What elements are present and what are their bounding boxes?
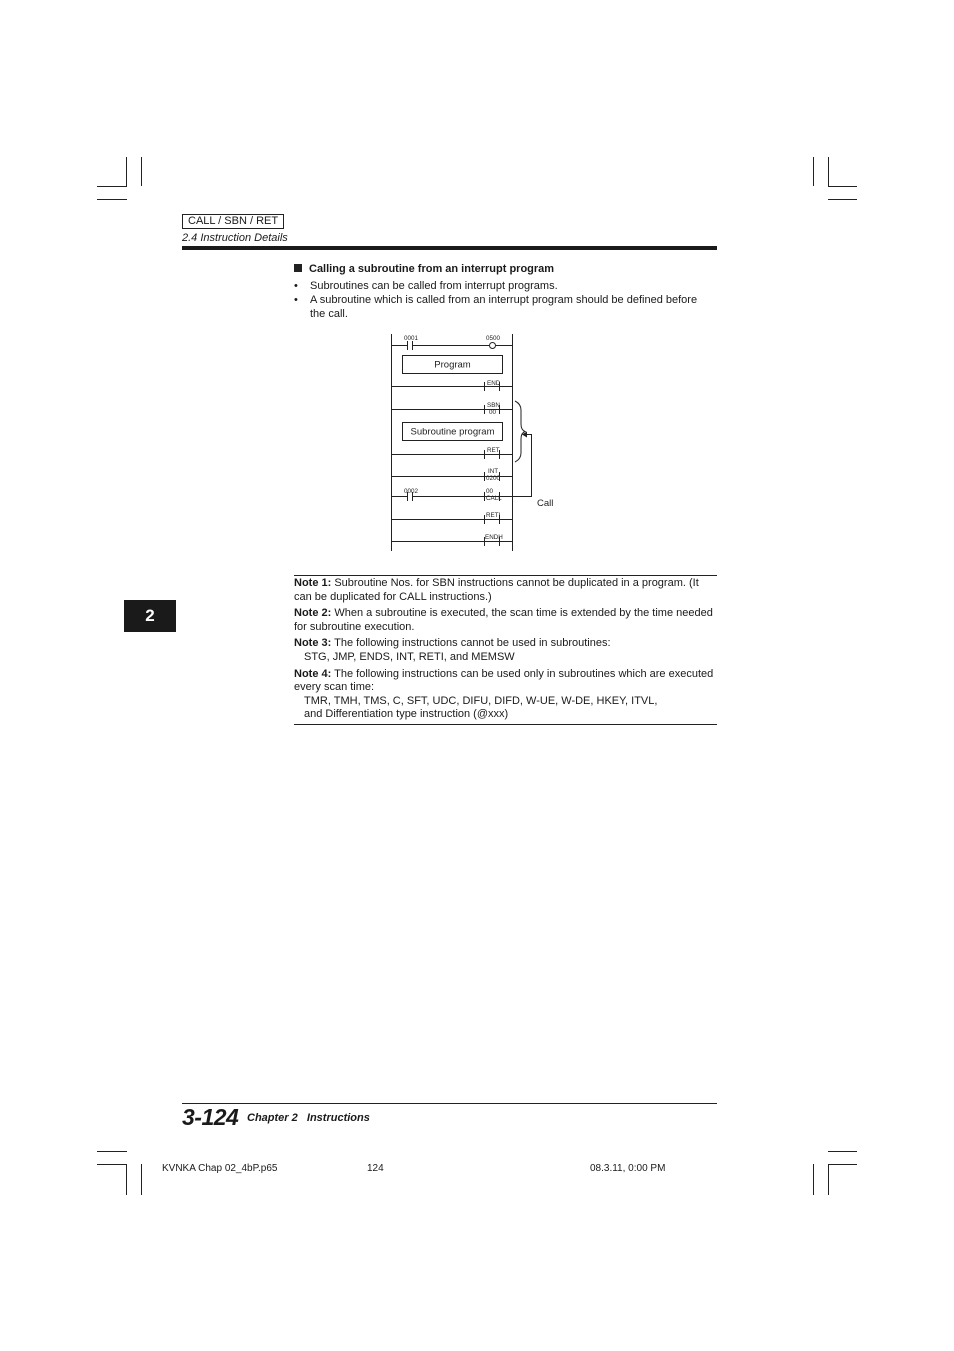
ret-label: RET — [487, 447, 500, 454]
contact-0002-label: 0002 — [404, 488, 419, 495]
section-subtitle: 2.4 Instruction Details — [182, 232, 288, 244]
crop-mark — [126, 157, 127, 186]
note-3: Note 3: The following instructions cannot be used in subroutines: STG, JMP, ENDS, INT, RETI, and MEMSW — [294, 637, 611, 663]
call-number: 00 — [486, 488, 494, 495]
endh-label: ENDH — [485, 534, 503, 541]
crop-mark — [97, 1151, 127, 1152]
chapter-tab: 2 — [124, 600, 176, 632]
crop-mark — [828, 157, 829, 186]
contact-0001-label: 0001 — [404, 335, 419, 342]
call-instruction-label: CALL — [486, 495, 502, 502]
crop-mark — [828, 199, 857, 200]
call-label: Call — [537, 498, 554, 509]
end-label: END — [487, 380, 501, 387]
subroutine-box-label: Subroutine program — [410, 426, 495, 438]
square-bullet-icon — [294, 264, 302, 272]
coil-0500-label: 0500 — [486, 335, 501, 342]
program-box-label: Program — [434, 359, 471, 371]
int-label: INT — [488, 468, 499, 475]
sbn-number: 00 — [489, 409, 497, 416]
print-sheet-number: 124 — [367, 1163, 384, 1174]
section-heading: Calling a subroutine from an interrupt program — [294, 263, 554, 275]
crop-mark — [126, 1164, 127, 1195]
note-4: Note 4: The following instructions can be used only in subroutines which are executed every scan time: TMR, TMH, TMS, C, SFT, UDC, DIFU, DIFD, W-UE, W-DE, HKEY, ITVL, and Differentiation type instruction (@xxx) — [294, 667, 714, 721]
print-file-name: KVNKA Chap 02_4bP.p65 — [162, 1163, 278, 1174]
crop-mark — [828, 1164, 829, 1195]
crop-mark — [97, 199, 127, 200]
note-1: Note 1: Subroutine Nos. for SBN instructions cannot be duplicated in a program. (It can be duplicated for CALL instructions.) — [294, 577, 699, 603]
bullet-dot-icon: • — [294, 280, 298, 292]
footer-rule — [182, 1103, 717, 1104]
crop-mark — [828, 1151, 857, 1152]
page-number: 3-124 — [182, 1104, 239, 1130]
crop-mark — [141, 1164, 142, 1195]
sbn-label: SBN — [487, 402, 500, 409]
ladder-diagram — [385, 328, 575, 558]
bullet-item: • A subroutine which is called from an interrupt program should be defined before the call. — [294, 294, 698, 320]
bullet-dot-icon: • — [294, 294, 298, 306]
crop-mark — [141, 157, 142, 186]
int-number: 0200 — [486, 475, 501, 482]
crop-mark — [813, 1164, 814, 1195]
notes-block — [294, 575, 717, 725]
crop-mark — [97, 1164, 127, 1165]
crop-mark — [97, 186, 127, 187]
crop-mark — [813, 157, 814, 186]
instruction-header-box: CALL / SBN / RET — [182, 214, 284, 229]
reti-label: RETI — [486, 512, 501, 519]
bullet-item: • Subroutines can be called from interrupt programs. — [294, 280, 558, 292]
note-2: Note 2: When a subroutine is executed, the scan time is extended by the time needed for subroutine execution. — [294, 607, 713, 633]
header-rule — [182, 246, 717, 250]
print-date: 08.3.11, 0:00 PM — [590, 1163, 666, 1174]
crop-mark — [828, 186, 857, 187]
footer-chapter-title: Chapter 2 Instructions — [247, 1112, 370, 1124]
crop-mark — [828, 1164, 857, 1165]
